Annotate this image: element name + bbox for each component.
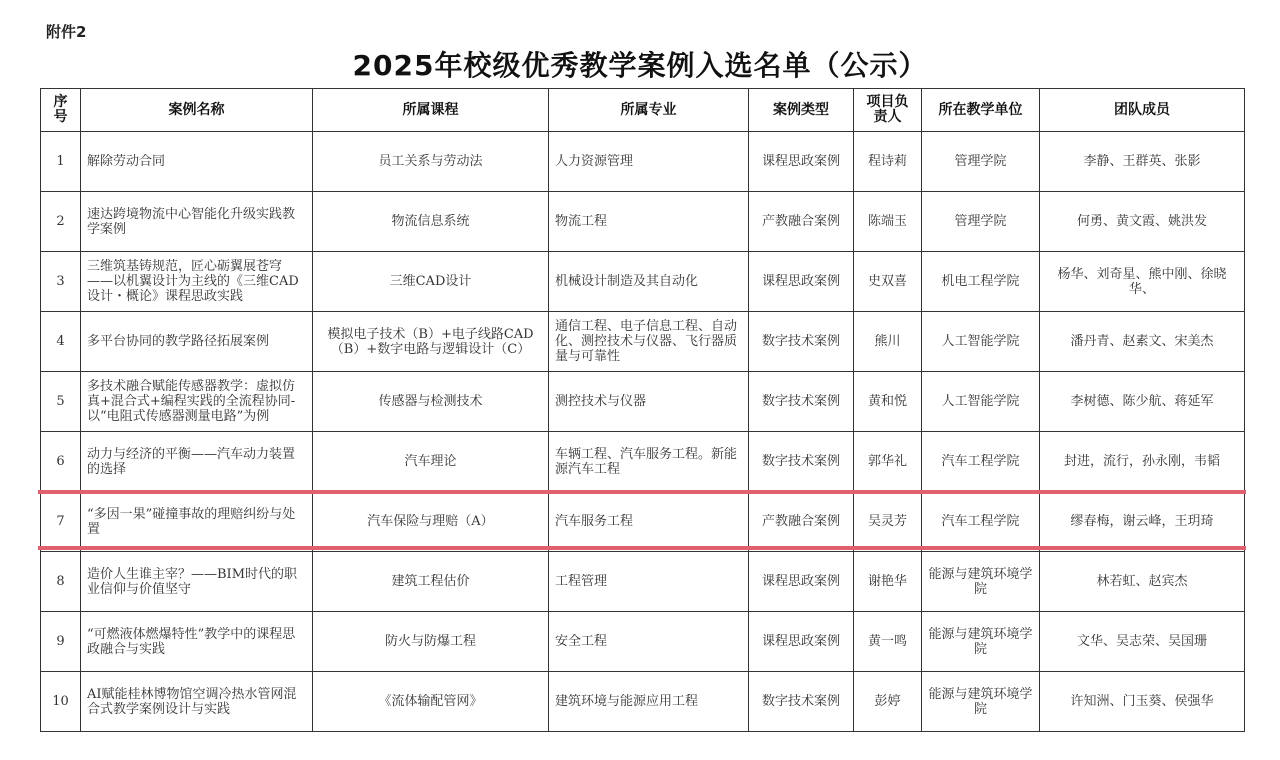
cell-case-name-text: 多平台协同的教学路径拓展案例 [87,334,270,349]
table-row [41,312,1245,372]
cell-course [313,612,549,672]
table-row [41,252,1245,312]
cell-case-type-text: 数字技术案例 [761,454,840,469]
cell-members [1040,132,1245,192]
cell-leader-text: 陈端玉 [867,214,907,229]
cell-leader-text: 黄一鸣 [867,634,907,649]
cell-unit [922,192,1040,252]
cell-case-type-text: 产教融合案例 [761,214,840,229]
cell-leader-text: 彭婷 [874,694,901,709]
cell-leader [854,312,922,372]
cell-case-type [749,132,854,192]
table-row [41,132,1245,192]
cell-case-type [749,312,854,372]
cell-members-text: 杨华、刘奇星、熊中刚、徐晓华、 [1057,266,1227,297]
cell-leader [854,552,922,612]
cell-case-name-text: AI赋能桂林博物馆空调冷热水管网混合式教学案例设计与实践 [87,686,297,717]
cell-course-text: 汽车理论 [404,454,457,469]
cell-course-text: 汽车保险与理赔（A） [367,514,494,529]
cell-case-name-text: “多因一果”碰撞事故的理赔纠纷与处置 [87,506,296,537]
table-row [41,552,1245,612]
cell-case-type-text: 课程思政案例 [761,274,840,289]
cell-unit [922,132,1040,192]
cell-major-text: 通信工程、电子信息工程、自动化、测控技术与仪器、飞行器质量与可靠性 [555,319,738,364]
cell-unit-text: 能源与建筑环境学院 [928,566,1033,597]
cell-unit-text: 能源与建筑环境学院 [928,686,1033,717]
cell-case-name [81,672,313,732]
cell-members [1040,372,1245,432]
cell-leader [854,492,922,552]
cell-course [313,672,549,732]
cell-unit-text: 人工智能学院 [941,334,1020,349]
cell-unit-text: 管理学院 [954,154,1007,169]
table-row [41,672,1245,732]
cell-course-text: 模拟电子技术（B）+电子线路CAD（B）+数字电路与逻辑设计（C） [327,326,534,357]
header-course: 所属课程 [313,89,549,132]
table-row [41,432,1245,492]
cell-case-type-text: 课程思政案例 [761,154,840,169]
cell-case-type-text: 产教融合案例 [761,514,840,529]
cell-major-text: 物流工程 [555,214,608,229]
cell-major-text: 安全工程 [555,634,608,649]
cell-course [313,372,549,432]
cell-case-name [81,132,313,192]
cell-case-name [81,372,313,432]
case-list-table [40,88,1245,732]
cell-major [549,672,749,732]
cell-leader [854,432,922,492]
cell-index-text: 1 [56,154,65,169]
cell-leader [854,372,922,432]
cell-leader [854,252,922,312]
header-index: 序号 [41,89,81,132]
cell-members [1040,312,1245,372]
cell-members-text: 何勇、黄文霞、姚洪发 [1076,214,1207,229]
cell-major-text: 汽车服务工程 [555,514,634,529]
cell-case-type [749,192,854,252]
cell-leader-text: 熊川 [874,334,901,349]
cell-case-type [749,492,854,552]
cell-case-name [81,612,313,672]
cell-leader-text: 吴灵芳 [867,514,907,529]
cell-index-text: 6 [56,454,65,469]
cell-major [549,492,749,552]
cell-major [549,312,749,372]
cell-course-text: 建筑工程估价 [391,574,470,589]
cell-course [313,192,549,252]
cell-major [549,132,749,192]
cell-case-name [81,192,313,252]
cell-unit-text: 机电工程学院 [941,274,1020,289]
cell-unit-text: 汽车工程学院 [941,454,1020,469]
cell-case-type [749,432,854,492]
cell-unit-text: 汽车工程学院 [941,514,1020,529]
cell-leader-text: 郭华礼 [867,454,907,469]
cell-index [41,192,81,252]
cell-members-text: 许知洲、门玉葵、侯强华 [1070,694,1214,709]
cell-major [549,372,749,432]
header-leader: 项目负责人 [854,89,922,132]
cell-unit [922,252,1040,312]
cell-case-name [81,552,313,612]
cell-case-type [749,672,854,732]
cell-members-text: 李静、王群英、张影 [1083,154,1201,169]
table-header-row [41,89,1245,132]
cell-leader [854,672,922,732]
cell-major [549,252,749,312]
cell-case-type-text: 数字技术案例 [761,694,840,709]
cell-case-type-text: 课程思政案例 [761,574,840,589]
cell-unit [922,612,1040,672]
cell-major [549,432,749,492]
cell-major-text: 车辆工程、汽车服务工程。新能源汽车工程 [555,446,738,477]
cell-members [1040,552,1245,612]
cell-members-text: 缪春梅，谢云峰，王玥琦 [1070,514,1214,529]
cell-unit [922,552,1040,612]
header-members: 团队成员 [1040,89,1245,132]
cell-index [41,312,81,372]
cell-leader [854,612,922,672]
cell-major [549,192,749,252]
cell-unit-text: 人工智能学院 [941,394,1020,409]
cell-members-text: 李树德、陈少航、蒋延军 [1070,394,1214,409]
table-row [41,372,1245,432]
attachment-label: 附件2 [46,23,87,41]
cell-major-text: 工程管理 [555,574,608,589]
cell-leader-text: 黄和悦 [867,394,907,409]
header-major: 所属专业 [549,89,749,132]
cell-leader-text: 程诗莉 [867,154,907,169]
cell-case-type [749,612,854,672]
cell-index [41,132,81,192]
cell-index-text: 3 [56,274,65,289]
header-case-name: 案例名称 [81,89,313,132]
cell-index-text: 10 [52,694,69,709]
cell-case-name-text: 速达跨境物流中心智能化升级实践教学案例 [87,206,296,237]
cell-case-type [749,552,854,612]
cell-index [41,672,81,732]
cell-case-name-text: 多技术融合赋能传感器教学：虚拟仿真+混合式+编程实践的全流程协同-以“电阻式传感器测量电路”为例 [87,379,296,424]
cell-course [313,252,549,312]
cell-major [549,552,749,612]
cell-members [1040,612,1245,672]
cell-index [41,492,81,552]
cell-index-text: 8 [56,574,65,589]
cell-course-text: 防火与防爆工程 [384,634,476,649]
cell-course-text: 传感器与检测技术 [378,394,483,409]
table-row [41,612,1245,672]
cell-major-text: 建筑环境与能源应用工程 [555,694,699,709]
cell-major [549,612,749,672]
cell-index-text: 9 [56,634,65,649]
cell-index [41,372,81,432]
table-row [41,492,1245,552]
cell-course-text: 员工关系与劳动法 [378,154,483,169]
cell-index [41,612,81,672]
cell-major-text: 人力资源管理 [555,154,634,169]
cell-unit [922,672,1040,732]
cell-leader [854,192,922,252]
cell-members [1040,252,1245,312]
cell-case-type-text: 数字技术案例 [761,394,840,409]
cell-case-name-text: 三维筑基铸规范，匠心砺翼展苍穹——以机翼设计为主线的《三维CAD设计・概论》课程思政实践 [87,259,299,304]
cell-members-text: 封进，流行，孙永刚，韦韬 [1063,454,1220,469]
cell-course [313,312,549,372]
cell-course-text: 物流信息系统 [391,214,470,229]
cell-members [1040,432,1245,492]
page-title: 2025年校级优秀教学案例入选名单（公示） [352,49,928,82]
cell-case-type-text: 数字技术案例 [761,334,840,349]
cell-leader [854,132,922,192]
cell-index-text: 7 [56,514,65,529]
cell-members-text: 林若虹、赵宾杰 [1096,574,1188,589]
cell-case-name [81,312,313,372]
cell-leader-text: 谢艳华 [867,574,907,589]
cell-members [1040,492,1245,552]
cell-case-type-text: 课程思政案例 [761,634,840,649]
cell-unit-text: 管理学院 [954,214,1007,229]
cell-case-name-text: 造价人生谁主宰？——BIM时代的职业信仰与价值坚守 [87,566,297,597]
cell-leader-text: 史双喜 [867,274,907,289]
cell-course [313,552,549,612]
cell-index [41,252,81,312]
cell-case-type [749,372,854,432]
cell-index-text: 5 [56,394,65,409]
cell-case-name-text: 动力与经济的平衡——汽车动力装置的选择 [87,446,296,477]
cell-members [1040,672,1245,732]
cell-unit [922,372,1040,432]
cell-course [313,492,549,552]
cell-course-text: 《流体输配管网》 [378,694,483,709]
cell-unit [922,432,1040,492]
cell-course [313,132,549,192]
header-case-type: 案例类型 [749,89,854,132]
table-row [41,192,1245,252]
cell-unit [922,312,1040,372]
cell-major-text: 测控技术与仪器 [555,394,647,409]
cell-members-text: 潘丹青、赵素文、宋美杰 [1070,334,1214,349]
cell-case-type [749,252,854,312]
cell-index-text: 2 [56,214,65,229]
cell-index-text: 4 [56,334,65,349]
cell-case-name [81,492,313,552]
cell-index [41,552,81,612]
cell-index [41,432,81,492]
cell-case-name [81,252,313,312]
cell-members [1040,192,1245,252]
cell-case-name [81,432,313,492]
cell-major-text: 机械设计制造及其自动化 [555,274,699,289]
cell-course-text: 三维CAD设计 [389,274,472,289]
cell-case-name-text: “可燃液体燃爆特性”教学中的课程思政融合与实践 [87,626,296,657]
cell-unit [922,492,1040,552]
cell-unit-text: 能源与建筑环境学院 [928,626,1033,657]
cell-members-text: 文华、吴志荣、吴国珊 [1076,634,1207,649]
cell-case-name-text: 解除劳动合同 [87,154,166,169]
cell-course [313,432,549,492]
header-unit: 所在教学单位 [922,89,1040,132]
